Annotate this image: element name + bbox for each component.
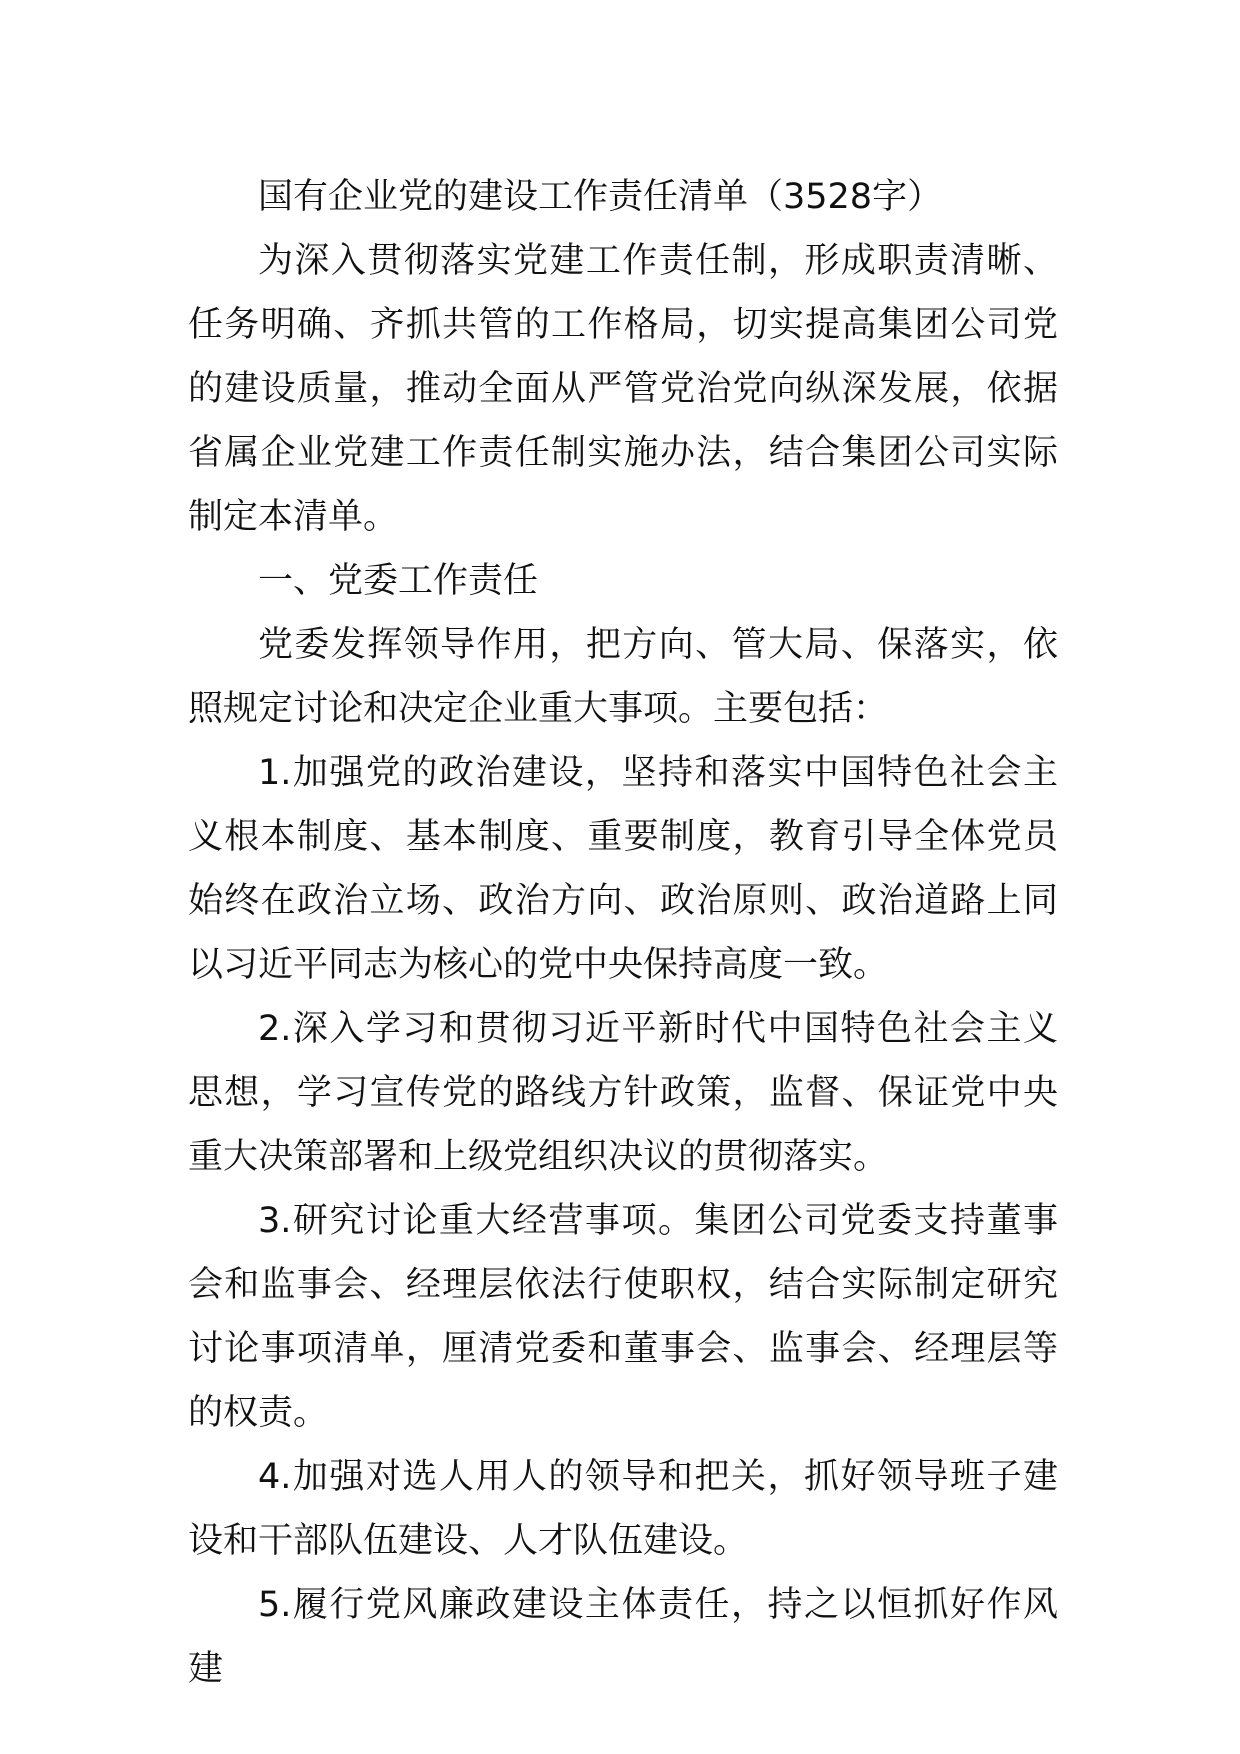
list-item-1: 1.加强党的政治建设，坚持和落实中国特色社会主义根本制度、基本制度、重要制度，教育引导全体党员始终在政治立场、政治方向、政治原则、政治道路上同以习近平同志为核心的党中央保持高度一致。 xyxy=(188,753,1058,985)
document-title: 国有企业党的建设工作责任清单（3528字） xyxy=(258,177,943,217)
paragraph-committee-role: 党委发挥领导作用，把方向、管大局、保落实，依照规定讨论和决定企业重大事项。主要包括： xyxy=(188,625,1058,729)
list-item-2: 2.深入学习和贯彻习近平新时代中国特色社会主义思想，学习宣传党的路线方针政策，监督、保证党中央重大决策部署和上级党组织决议的贯彻落实。 xyxy=(188,1009,1058,1177)
list-item-5: 5.履行党风廉政建设主体责任，持之以恒抓好作风建 xyxy=(188,1585,1058,1689)
list-item-3: 3.研究讨论重大经营事项。集团公司党委支持董事会和监事会、经理层依法行使职权，结合实际制定研究讨论事项清单，厘清党委和董事会、监事会、经理层等的权责。 xyxy=(188,1201,1058,1433)
paragraph-intro: 为深入贯彻落实党建工作责任制，形成职责清晰、任务明确、齐抓共管的工作格局，切实提高集团公司党的建设质量，推动全面从严管党治党向纵深发展，依据省属企业党建工作责任制实施办法，结合集团公司实际制定本清单。 xyxy=(188,241,1058,537)
list-item-4: 4.加强对选人用人的领导和把关，抓好领导班子建设和干部队伍建设、人才队伍建设。 xyxy=(188,1457,1058,1561)
section-heading-party-committee: 一、党委工作责任 xyxy=(258,561,539,601)
document-body xyxy=(188,165,1058,1701)
